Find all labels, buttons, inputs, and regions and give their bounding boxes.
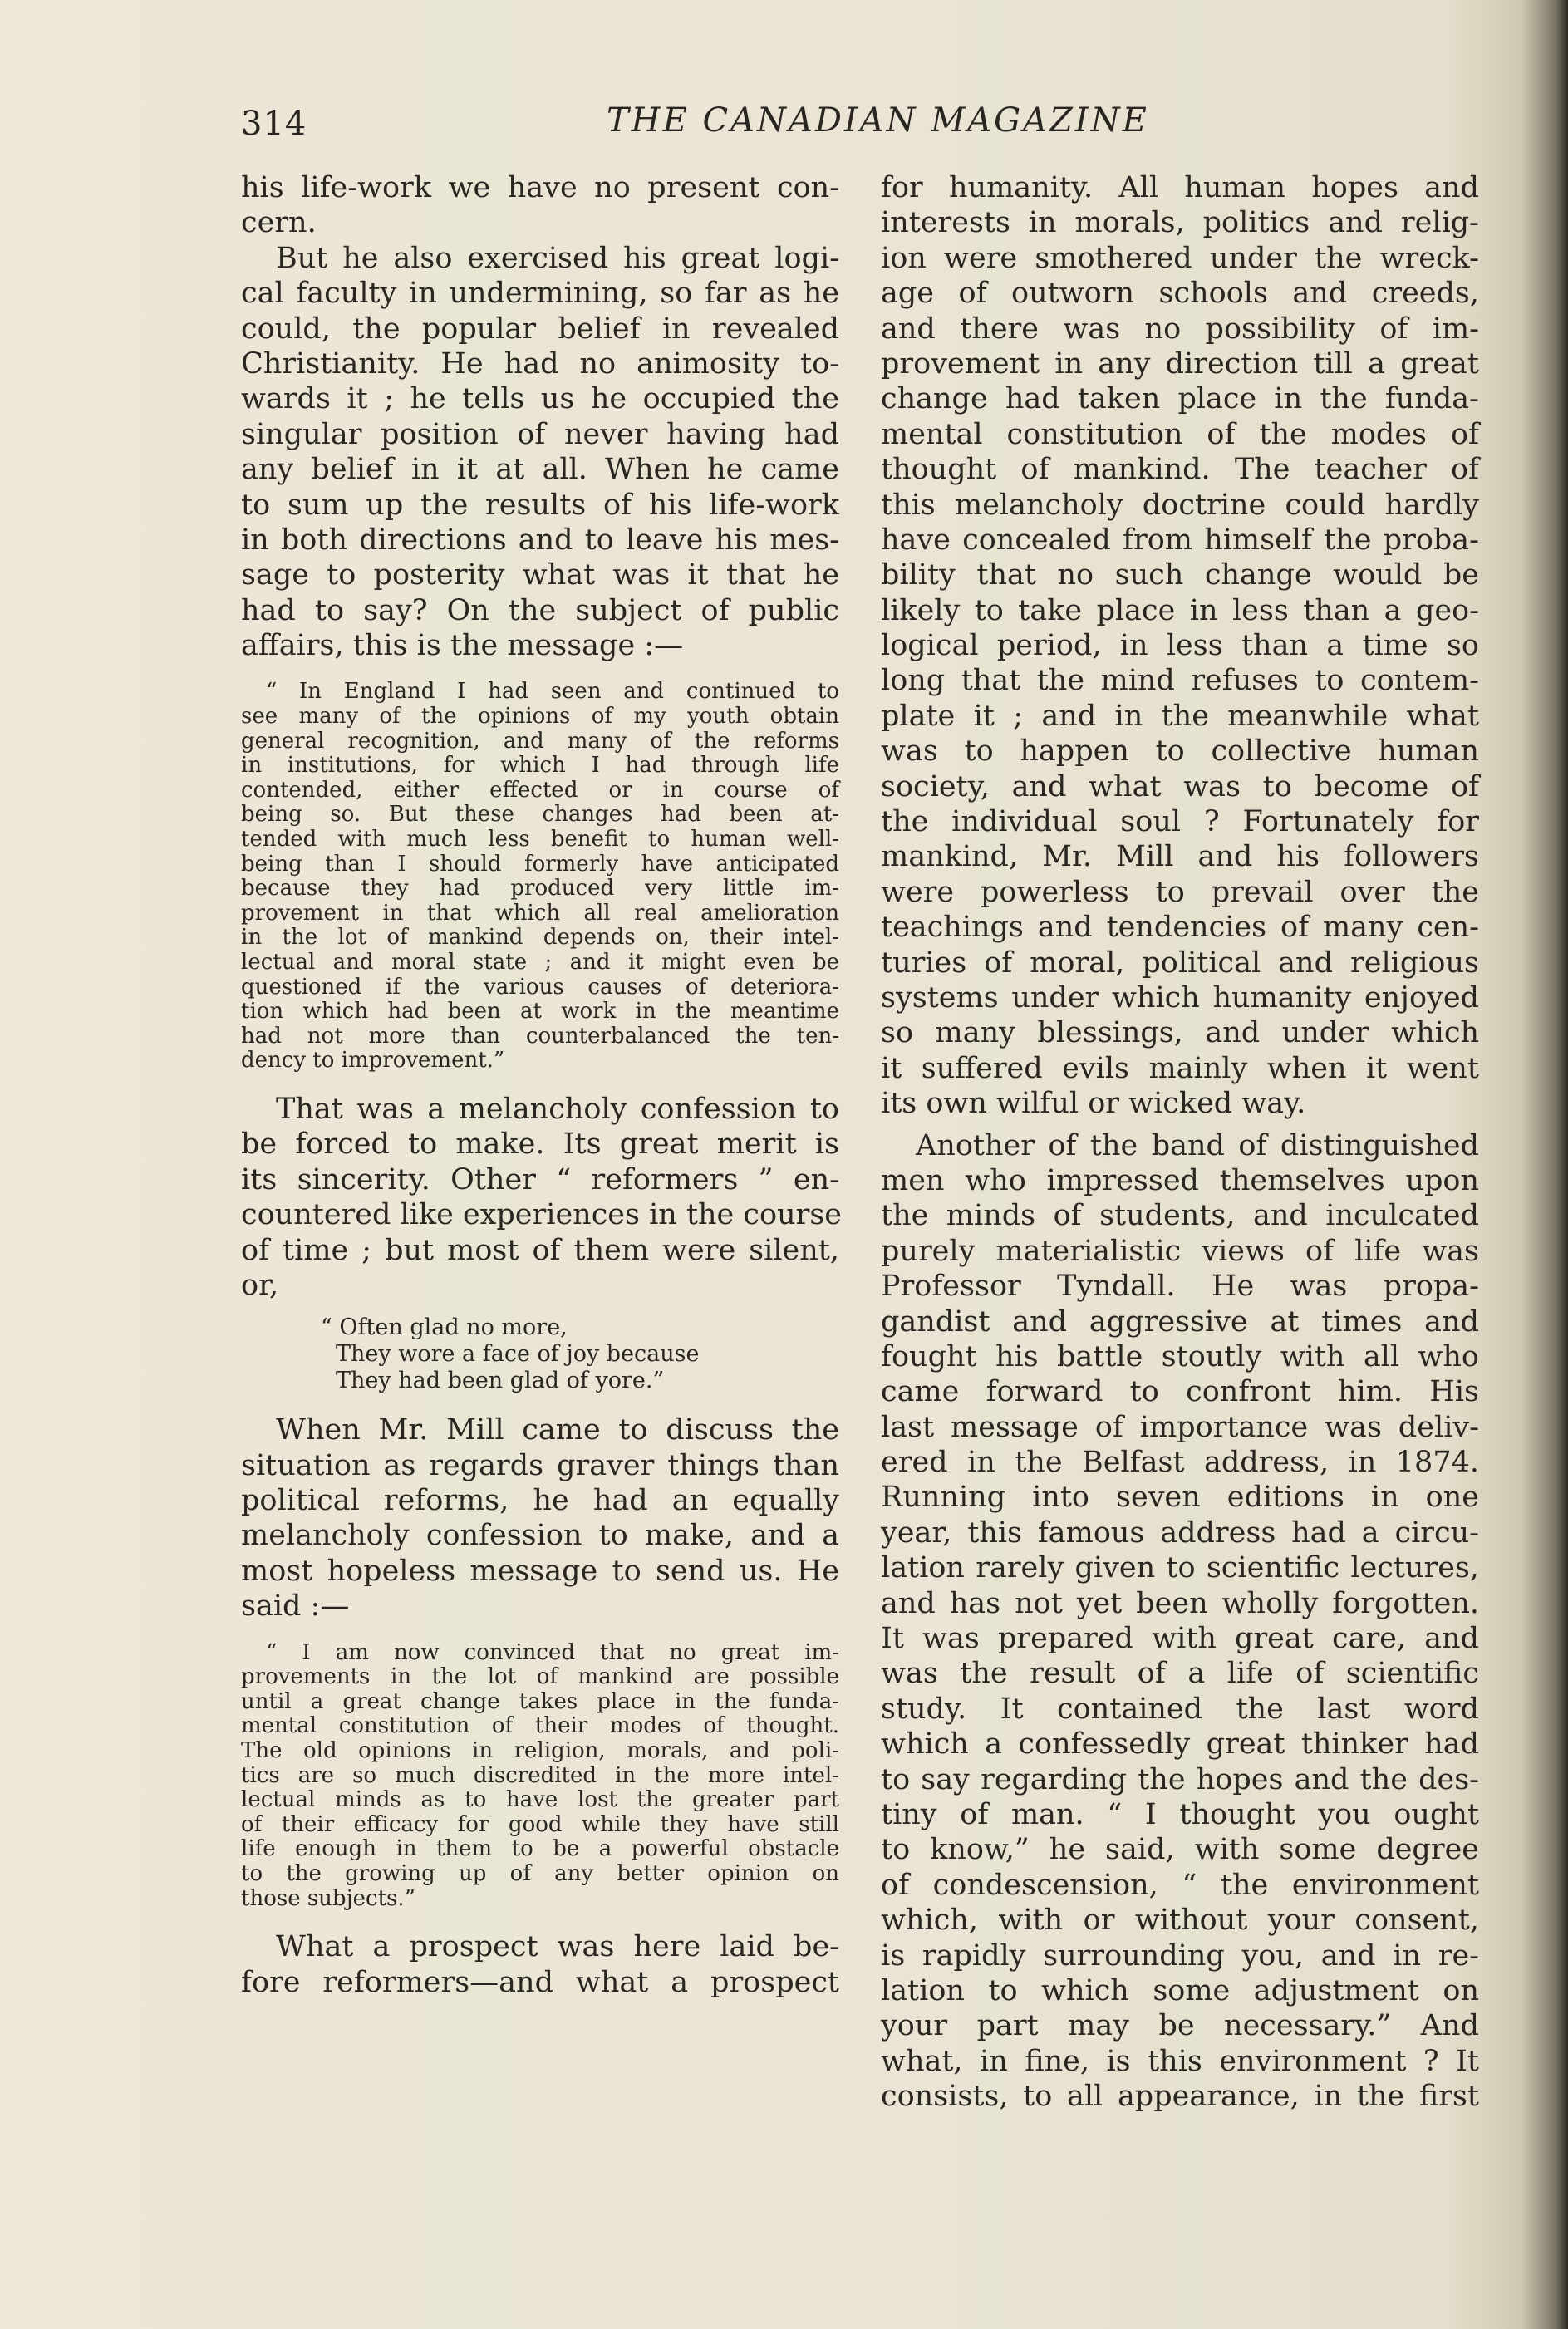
text-line: logical period, in less than a time so (881, 629, 1479, 663)
text-line: When Mr. Mill came to discuss the (276, 1413, 839, 1447)
text-line: was the result of a life of scientific (881, 1657, 1479, 1691)
text-line: were powerless to prevail over the (881, 875, 1479, 909)
quote-line: being than I should formerly have anticipated (241, 851, 839, 877)
text-line: most hopeless message to send us. He (241, 1554, 839, 1588)
verse-line: They had been glad of yore.” (336, 1368, 665, 1394)
quote-line: “ I am now convinced that no great im- (266, 1639, 839, 1665)
text-line: what, in fine, is this environment ? It (881, 2044, 1479, 2078)
text-line: change had taken place in the funda- (881, 382, 1479, 416)
text-line: of time ; but most of them were silent, (241, 1233, 839, 1267)
page-header (241, 98, 1388, 148)
quote-line: lectual and moral state ; and it might even be (241, 950, 839, 975)
quote-line: dency to improvement.” (241, 1048, 505, 1074)
running-title: THE CANADIAN MAGAZINE (607, 101, 1149, 140)
text-line: consists, to all appearance, in the first (881, 2080, 1479, 2114)
text-line: his life-work we have no present con- (241, 171, 839, 204)
verse-line: “ Often glad no more, (321, 1314, 568, 1341)
text-line: of condescension, “ the environment (881, 1868, 1479, 1902)
right-column (881, 170, 1479, 2114)
text-line: had to say? On the subject of public (241, 593, 839, 627)
text-line: likely to take place in less than a geo- (881, 593, 1479, 627)
text-line: to sum up the results of his life-work (241, 488, 839, 522)
text-line: said :— (241, 1590, 350, 1624)
text-line: What a prospect was here laid be- (276, 1930, 839, 1964)
text-line: any belief in it at all. When he came (241, 453, 839, 487)
text-line: this melancholy doctrine could hardly (881, 488, 1479, 522)
text-line: it suffered evils mainly when it went (881, 1051, 1479, 1085)
text-line: ion were smothered under the wreck- (881, 241, 1479, 275)
quote-line: until a great change takes place in the funda- (241, 1688, 839, 1714)
paragraph (241, 1092, 843, 1303)
quote-line: those subjects.” (241, 1885, 415, 1911)
text-line: could, the popular belief in revealed (241, 312, 839, 346)
text-line: mankind, Mr. Mill and his followers (881, 840, 1479, 874)
quote-line: life enough in them to be a powerful obstacle (241, 1836, 839, 1862)
text-line: lation rarely given to scientific lectures, (881, 1551, 1479, 1585)
text-line: men who impressed themselves upon (881, 1163, 1479, 1197)
text-line: long that the mind refuses to contem- (881, 664, 1479, 698)
text-line: systems under which humanity enjoyed (881, 980, 1479, 1015)
quote-line: mental constitution of their modes of thought. (241, 1713, 839, 1739)
paragraph (881, 1128, 1479, 2115)
page-number: 314 (241, 105, 307, 143)
quote-line: general recognition, and many of the reforms (241, 728, 839, 754)
text-line: political reforms, he had an equally (241, 1484, 839, 1518)
quote-line: contended, either effected or in course of (241, 777, 839, 803)
text-line: interests in morals, politics and relig- (881, 206, 1479, 240)
text-line: your part may be necessary.” And (881, 2009, 1479, 2043)
text-line: It was prepared with great care, and (881, 1622, 1479, 1656)
text-line: came forward to confront him. His (881, 1375, 1479, 1409)
block-quote (241, 680, 839, 1074)
text-line: Running into seven editions in one (881, 1481, 1479, 1515)
text-line: But he also exercised his great logi- (276, 241, 839, 275)
paragraph (241, 1929, 839, 2000)
text-line: Professor Tyndall. He was propa- (881, 1270, 1479, 1304)
text-line: cal faculty in undermining, so far as he (241, 277, 839, 311)
text-line: its sincerity. Other “ reformers ” en- (241, 1162, 839, 1196)
quote-line: questioned if the various causes of deteriora- (241, 974, 839, 1000)
text-line: cern. (241, 206, 317, 240)
verse-line: They wore a face of joy because (336, 1341, 700, 1368)
text-line: last message of importance was deliv- (881, 1410, 1479, 1444)
paragraph (241, 170, 839, 241)
text-line: and there was no possibility of im- (881, 312, 1479, 346)
text-line: have concealed from himself the proba- (881, 523, 1479, 557)
text-line: sage to posterity what was it that he (241, 558, 839, 592)
text-line: situation as regards graver things than (241, 1448, 839, 1482)
quote-line: in institutions, for which I had through life (241, 753, 839, 779)
text-line: countered like experiences in the course (241, 1198, 843, 1232)
text-line: mental constitution of the modes of (881, 417, 1479, 451)
quote-line: tion which had been at work in the meantime (241, 999, 839, 1024)
left-column (241, 170, 843, 2000)
quote-line: lectual minds as to have lost the greater part (241, 1787, 839, 1813)
text-line: the minds of students, and inculcated (881, 1199, 1479, 1233)
text-line: ered in the Belfast address, in 1874. (881, 1446, 1479, 1480)
text-line: lation to which some adjustment on (881, 1973, 1479, 2007)
text-line: in both directions and to leave his mes- (241, 523, 839, 557)
text-line: which, with or without your consent, (881, 1904, 1479, 1938)
text-line: its own wilful or wicked way. (881, 1087, 1306, 1121)
quote-line: provement in that which all real amelioration (241, 900, 839, 926)
verse-quote (241, 1314, 839, 1394)
quote-line: being so. But these changes had been at- (241, 802, 839, 828)
quote-line: tics are so much discredited in the more intel- (241, 1762, 839, 1788)
text-line: thought of mankind. The teacher of (881, 453, 1479, 487)
text-line: wards it ; he tells us he occupied the (241, 382, 839, 416)
text-line: melancholy confession to make, and a (241, 1519, 839, 1553)
text-line: bility that no such change would be (881, 558, 1479, 592)
text-line: purely materialistic views of life was (881, 1234, 1479, 1268)
quote-line: The old opinions in religion, morals, and poli- (241, 1738, 839, 1764)
text-line: is rapidly surrounding you, and in re- (881, 1938, 1479, 1973)
text-line: year, this famous address had a circu- (881, 1516, 1479, 1550)
text-line: tiny of man. “ I thought you ought (881, 1797, 1479, 1831)
text-line: for humanity. All human hopes and (881, 171, 1479, 204)
text-line: singular position of never having had (241, 417, 839, 451)
text-line: provement in any direction till a great (881, 346, 1479, 381)
paragraph (881, 170, 1479, 1122)
text-line: gandist and aggressive at times and (881, 1305, 1479, 1339)
quote-line: in the lot of mankind depends on, their intel- (241, 925, 839, 951)
paragraph-gap (881, 1122, 1479, 1128)
text-line: so many blessings, and under which (881, 1016, 1479, 1050)
text-line: Christianity. He had no animosity to- (241, 346, 839, 381)
text-line: to know,” he said, with some degree (881, 1833, 1479, 1867)
quote-line: see many of the opinions of my youth obtain (241, 704, 839, 730)
text-line: fought his battle stoutly with all who (881, 1339, 1479, 1373)
text-line: or, (241, 1268, 279, 1302)
text-line: plate it ; and in the meanwhile what (881, 699, 1479, 733)
text-line: That was a melancholy confession to (276, 1092, 839, 1126)
text-line: study. It contained the last word (881, 1692, 1479, 1726)
quote-line: tended with much less benefit to human well- (241, 827, 839, 852)
text-line: the individual soul ? Fortunately for (881, 805, 1479, 839)
paragraph (241, 1413, 839, 1624)
text-line: affairs, this is the message :— (241, 629, 684, 663)
text-line: society, and what was to become of (881, 769, 1479, 803)
quote-line: to the growing up of any better opinion on (241, 1861, 839, 1886)
text-line: to say regarding the hopes and the des- (881, 1762, 1479, 1796)
block-quote (241, 1641, 839, 1912)
text-line: be forced to make. Its great merit is (241, 1128, 839, 1162)
text-line: teachings and tendencies of many cen- (881, 911, 1479, 945)
text-line: Another of the band of distinguished (916, 1128, 1479, 1162)
text-line: fore reformers—and what a prospect (241, 1965, 839, 1999)
text-line: which a confessedly great thinker had (881, 1727, 1479, 1761)
text-line: and has not yet been wholly forgotten. (881, 1586, 1479, 1620)
quote-line: of their efficacy for good while they have still (241, 1811, 839, 1837)
quote-line: “ In England I had seen and continued to (266, 679, 839, 705)
text-line: was to happen to collective human (881, 735, 1479, 769)
text-line: age of outworn schools and creeds, (881, 277, 1479, 311)
quote-line: because they had produced very little im- (241, 876, 839, 902)
text-line: turies of moral, political and religious (881, 946, 1479, 980)
quote-line: provements in the lot of mankind are possible (241, 1664, 839, 1690)
quote-line: had not more than counterbalanced the ten- (241, 1023, 839, 1049)
paragraph (241, 241, 839, 664)
